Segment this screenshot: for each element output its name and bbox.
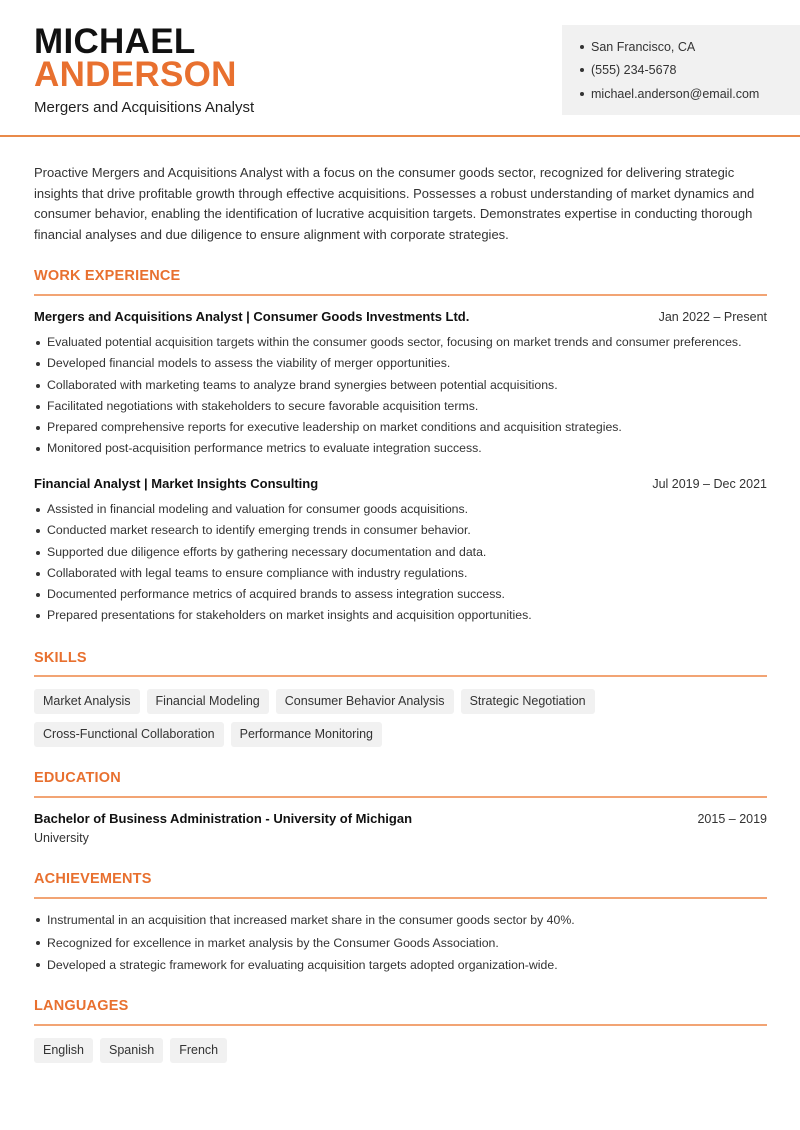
skill-tag: Strategic Negotiation <box>461 689 595 714</box>
job-dates: Jul 2019 – Dec 2021 <box>652 477 767 491</box>
skill-tag: Consumer Behavior Analysis <box>276 689 454 714</box>
list-item: Collaborated with marketing teams to analyze brand synergies between potential acquisitions. <box>34 375 767 396</box>
email-link[interactable]: michael.anderson@email.com <box>591 87 760 101</box>
job-bullets <box>34 499 767 627</box>
job-bullets <box>34 332 767 460</box>
list-item: Documented performance metrics of acquired brands to assess integration success. <box>34 584 767 605</box>
list-item: Prepared presentations for stakeholders on market insights and acquisition opportunities. <box>34 605 767 626</box>
skill-tag: Performance Monitoring <box>231 722 382 747</box>
section-title-skills: SKILLS <box>34 650 87 666</box>
skill-tag: Cross-Functional Collaboration <box>34 722 224 747</box>
section-divider <box>34 796 767 798</box>
bullet-icon <box>580 68 584 72</box>
list-item: Instrumental in an acquisition that increased market share in the consumer goods sector by 40%. <box>34 909 767 932</box>
skills-tags <box>34 689 774 747</box>
list-item: Prepared comprehensive reports for executive leadership on market conditions and acquisition strategies. <box>34 417 767 438</box>
location-text: San Francisco, CA <box>591 40 696 54</box>
list-item: Assisted in financial modeling and valuation for consumer goods acquisitions. <box>34 499 767 520</box>
list-item: Supported due diligence efforts by gathering necessary documentation and data. <box>34 542 767 563</box>
language-tag: English <box>34 1038 93 1063</box>
job-header <box>34 309 767 324</box>
section-divider <box>34 897 767 899</box>
bullet-icon <box>580 45 584 49</box>
job-dates: Jan 2022 – Present <box>658 310 767 324</box>
list-item: Developed a strategic framework for evaluating acquisition targets adopted organization-wide. <box>34 954 767 977</box>
section-title-achievements: ACHIEVEMENTS <box>34 871 152 887</box>
job-role: Financial Analyst | Market Insights Consulting <box>34 476 319 491</box>
list-item: Developed financial models to assess the viability of merger opportunities. <box>34 353 767 374</box>
section-title-work: WORK EXPERIENCE <box>34 268 181 284</box>
job-role: Mergers and Acquisitions Analyst | Consumer Goods Investments Ltd. <box>34 309 470 324</box>
language-tags <box>34 1038 774 1063</box>
list-item: Facilitated negotiations with stakeholders to secure favorable acquisition terms. <box>34 396 767 417</box>
job-title: Mergers and Acquisitions Analyst <box>34 99 255 116</box>
list-item: Collaborated with legal teams to ensure compliance with industry regulations. <box>34 563 767 584</box>
bullet-icon <box>580 92 584 96</box>
list-item: Monitored post-acquisition performance metrics to evaluate integration success. <box>34 438 767 459</box>
skill-tag: Financial Modeling <box>147 689 269 714</box>
list-item: Recognized for excellence in market analysis by the Consumer Goods Association. <box>34 932 767 955</box>
contact-phone <box>580 63 676 77</box>
section-divider <box>34 294 767 296</box>
contact-box <box>562 25 800 115</box>
first-name: MICHAEL <box>34 22 196 61</box>
summary-paragraph: Proactive Mergers and Acquisitions Analyst with a focus on the consumer goods sector, recognized for delivering strategic insights that drive profitable growth through effective acquisitions. Possesses a robust understanding of market dynamics and consumer behavior, enabling the identification of lucrative acquisition targets. Demonstrates expertise in conducting thorough financial analyses and due diligence to ensure alignment with corporate strategies. <box>34 165 755 243</box>
education-header <box>34 811 767 826</box>
section-title-languages: LANGUAGES <box>34 998 129 1014</box>
section-divider <box>34 675 767 677</box>
education-type: University <box>34 831 89 845</box>
list-item: Conducted market research to identify emerging trends in consumer behavior. <box>34 520 767 541</box>
language-tag: French <box>170 1038 227 1063</box>
resume-header <box>0 0 800 137</box>
achievement-bullets <box>34 909 767 977</box>
education-degree: Bachelor of Business Administration - University of Michigan <box>34 811 413 826</box>
job-header <box>34 476 767 491</box>
contact-email[interactable] <box>580 87 759 101</box>
skill-tag: Market Analysis <box>34 689 140 714</box>
phone-text: (555) 234-5678 <box>591 63 677 77</box>
language-tag: Spanish <box>100 1038 163 1063</box>
last-name: ANDERSON <box>34 55 237 94</box>
section-title-education: EDUCATION <box>34 770 121 786</box>
contact-location <box>580 40 695 54</box>
section-divider <box>34 1024 767 1026</box>
list-item: Evaluated potential acquisition targets within the consumer goods sector, focusing on market trends and consumer preferences. <box>34 332 767 353</box>
education-dates: 2015 – 2019 <box>697 812 767 826</box>
